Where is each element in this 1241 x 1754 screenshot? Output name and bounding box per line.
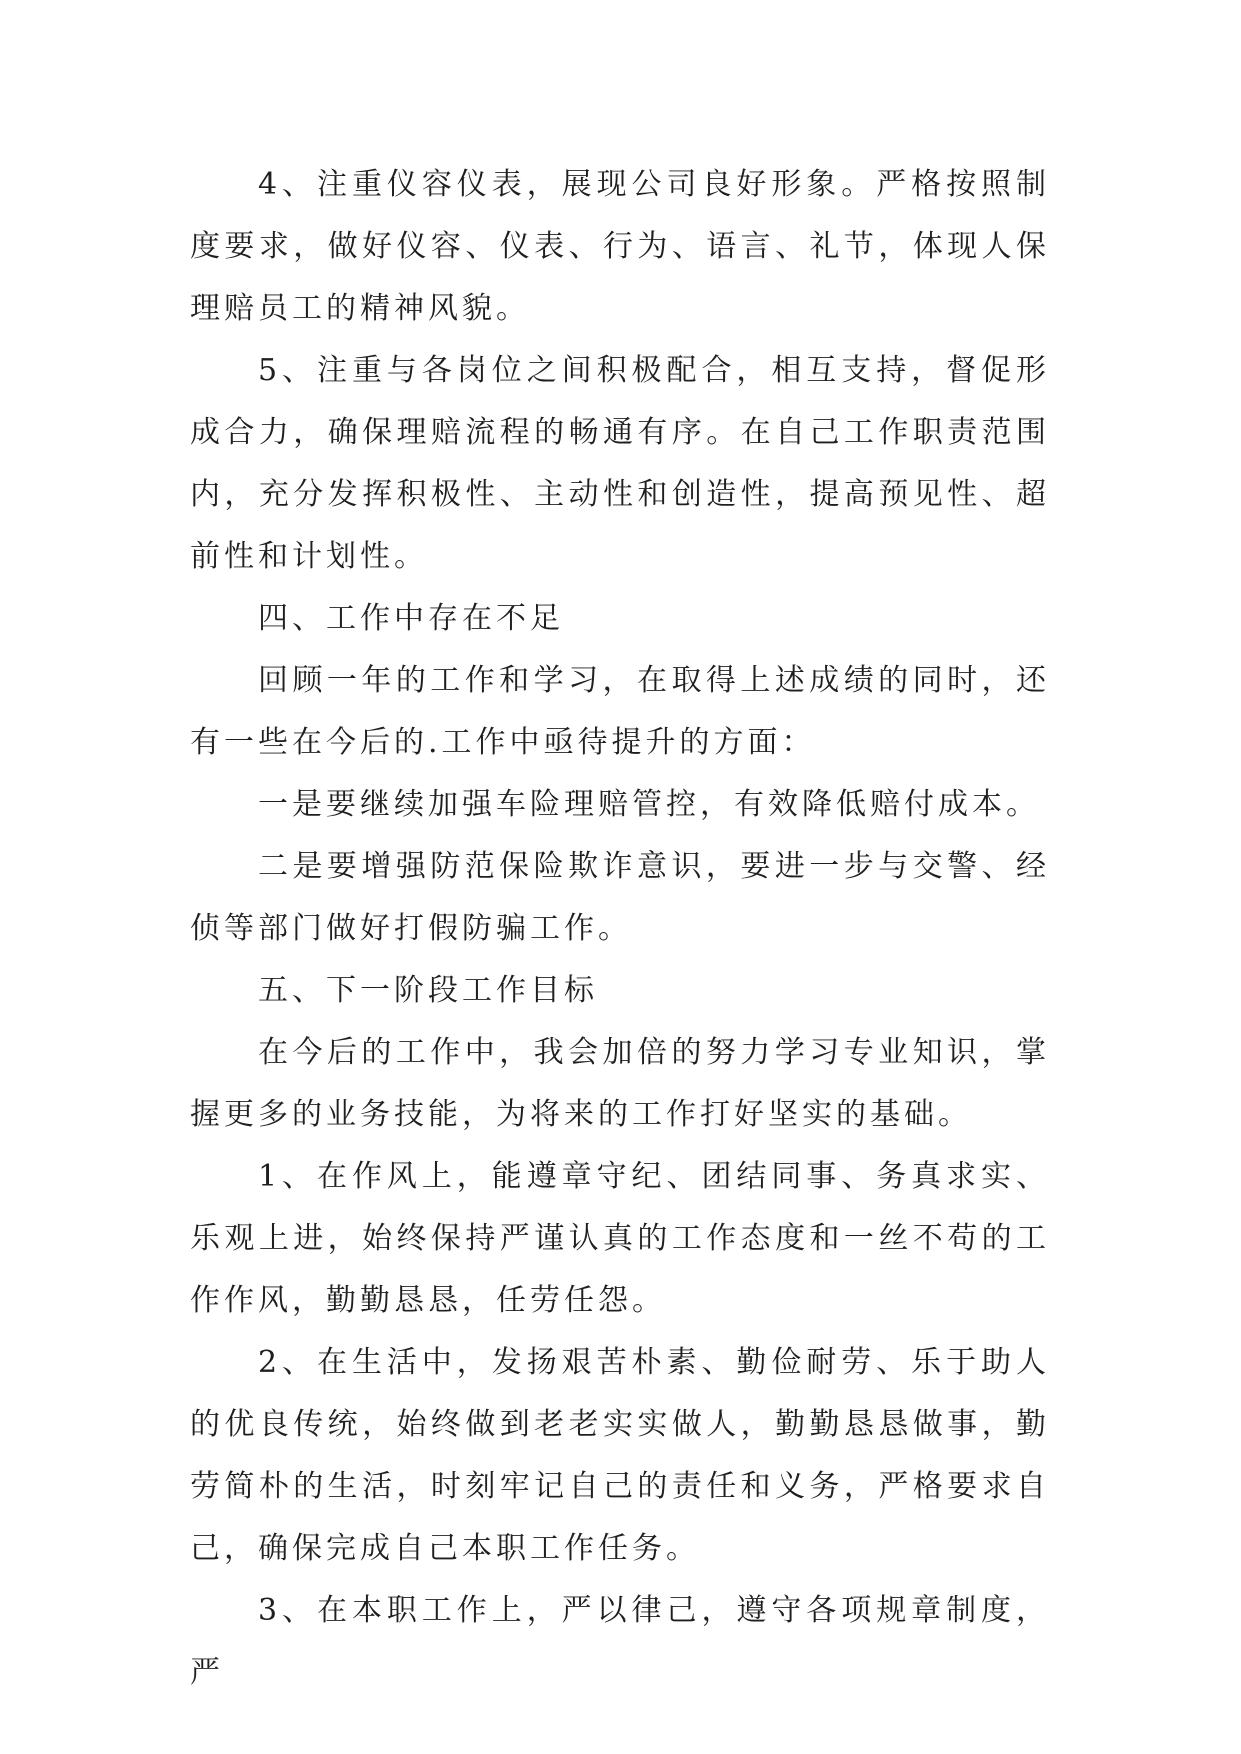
paragraph-point-two: 二是要增强防范保险欺诈意识，要进一步与交警、经侦等部门做好打假防骗工作。 — [190, 849, 1050, 946]
paragraph-goal-1: 1、在作风上，能遵章守纪、团结同事、务真求实、乐观上进，始终保持严谨认真的工作态度和一丝不苟的工作作风，勤勤恳恳，任劳任怨。 — [190, 1159, 1050, 1318]
paragraph-point-one: 一是要继续加强车险理赔管控，有效降低赔付成本。 — [258, 787, 1040, 822]
section-heading-next-goals: 五、下一阶段工作目标 — [258, 973, 598, 1008]
paragraph-goal-3: 3、在本职工作上，严以律己，遵守各项规章制度，严 — [190, 1593, 1050, 1690]
paragraph-goal-2: 2、在生活中，发扬艰苦朴素、勤俭耐劳、乐于助人的优良传统，始终做到老老实实做人，勤勤恳恳做事，勤劳简朴的生活，时刻牢记自己的责任和义务，严格要求自己，确保完成自己本职工作任务。 — [190, 1345, 1050, 1566]
paragraph-item-4: 4、注重仪容仪表，展现公司良好形象。严格按照制度要求，做好仪容、仪表、行为、语言、礼节，体现人保理赔员工的精神风貌。 — [190, 167, 1050, 326]
paragraph-goals-intro: 在今后的工作中，我会加倍的努力学习专业知识，掌握更多的业务技能，为将来的工作打好坚实的基础。 — [190, 1035, 1050, 1132]
paragraph-review: 回顾一年的工作和学习，在取得上述成绩的同时，还有一些在今后的.工作中亟待提升的方面： — [190, 663, 1050, 760]
paragraph-item-5: 5、注重与各岗位之间积极配合，相互支持，督促形成合力，确保理赔流程的畅通有序。在自己工作职责范围内，充分发挥积极性、主动性和创造性，提高预见性、超前性和计划性。 — [190, 353, 1050, 574]
document-body — [190, 154, 1050, 1704]
section-heading-shortcomings: 四、工作中存在不足 — [258, 601, 564, 636]
